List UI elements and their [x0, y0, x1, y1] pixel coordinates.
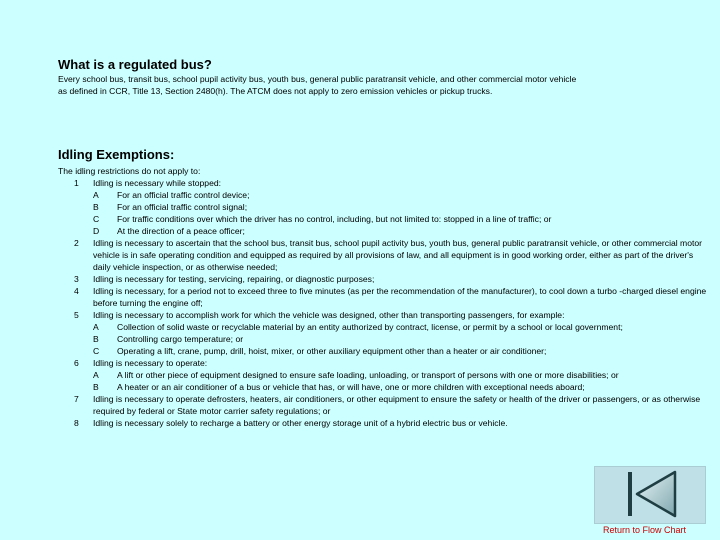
list-item [58, 285, 708, 309]
item-number: 4 [74, 286, 79, 296]
sub-text: Controlling cargo temperature; or [117, 334, 244, 344]
sub-letter: D [93, 226, 100, 236]
item-number: 3 [74, 274, 79, 284]
sub-letter: B [93, 202, 99, 212]
list-item [58, 417, 708, 429]
list-item [58, 393, 708, 417]
first-slide-button[interactable] [594, 466, 706, 524]
list-item [58, 237, 708, 273]
item-text: Idling is necessary to operate defrosters, heaters, air conditioners, or other equipment to ensure the safety or health of the driver or passengers, or as otherwise required by federal or State motor carrier safety regulations; or [93, 394, 701, 416]
item-text: Idling is necessary to operate: [93, 358, 208, 368]
sub-item [58, 201, 708, 213]
item-number: 6 [74, 358, 79, 368]
sub-letter: B [93, 334, 99, 344]
sub-item [58, 225, 708, 237]
sub-item [58, 333, 708, 345]
sub-letter: A [93, 190, 99, 200]
heading-regulated-bus: What is a regulated bus? [58, 57, 212, 72]
exemption-list [58, 165, 708, 429]
sub-text: For traffic conditions over which the driver has no control, including, but not limited to: stopped in a line of traffic; or [117, 214, 552, 224]
return-to-flow-chart-link[interactable]: Return to Flow Chart [603, 525, 687, 535]
item-text: Idling is necessary to accomplish work for which the vehicle was designed, other than transporting passengers, for example: [93, 310, 565, 320]
sub-item [58, 189, 708, 201]
item-text: Idling is necessary for testing, servicing, repairing, or diagnostic purposes; [93, 274, 375, 284]
item-number: 2 [74, 238, 79, 248]
sub-item [58, 213, 708, 225]
list-item [58, 309, 708, 321]
sub-text: A lift or other piece of equipment designed to ensure safe loading, unloading, or transport of persons with one or more disabilities; or [117, 370, 619, 380]
sub-text: A heater or an air conditioner of a bus or vehicle that has, or will have, one or more children with exceptional needs aboard; [117, 382, 585, 392]
sub-text: Operating a lift, crane, pump, drill, hoist, mixer, or other auxiliary equipment other than a heater or air conditioner; [117, 346, 547, 356]
list-item [58, 357, 708, 369]
sub-letter: B [93, 382, 99, 392]
sub-letter: C [93, 214, 100, 224]
sub-letter: A [93, 370, 99, 380]
skip-to-start-icon [595, 467, 705, 523]
sub-item [58, 345, 708, 357]
item-text: Idling is necessary solely to recharge a battery or other energy storage unit of a hybrid electric bus or vehicle. [93, 418, 508, 428]
sub-text: For an official traffic control device; [117, 190, 250, 200]
sub-text: For an official traffic control signal; [117, 202, 248, 212]
sub-letter: A [93, 322, 99, 332]
item-number: 1 [74, 178, 79, 188]
sub-text: At the direction of a peace officer; [117, 226, 245, 236]
item-text: Idling is necessary while stopped: [93, 178, 222, 188]
sub-item [58, 369, 708, 381]
sub-item [58, 321, 708, 333]
item-number: 7 [74, 394, 79, 404]
intro-paragraph: Every school bus, transit bus, school pupil activity bus, youth bus, general public paratransit vehicle, and other commercial motor vehicle as defined in CCR, Title 13, Section 2480(h). The ATCM does not apply to zero emission vehicles or pickup trucks. [58, 74, 577, 96]
item-text: Idling is necessary, for a period not to exceed three to five minutes (as per the recommendation of the manufacturer), to cool down a turbo -charged diesel engine before turning the engine off; [93, 286, 707, 308]
list-item [58, 177, 708, 189]
sub-item [58, 381, 708, 393]
item-text: Idling is necessary to ascertain that the school bus, transit bus, school pupil activity bus, youth bus, general public paratransit vehicle, or other commercial motor vehicle is in safe operating condition and equipped as required by all provisions of law, and all equipment is in good working order, either as part of the driver's daily vehicle inspection, or as otherwise needed; [93, 238, 703, 272]
list-item [58, 273, 708, 285]
sub-text: Collection of solid waste or recyclable material by an entity authorized by contract, license, or permit by a school or local government; [117, 322, 623, 332]
list-lead: The idling restrictions do not apply to: [58, 166, 201, 176]
sub-letter: C [93, 346, 100, 356]
item-number: 8 [74, 418, 79, 428]
heading-idling-exemptions: Idling Exemptions: [58, 147, 175, 162]
item-number: 5 [74, 310, 79, 320]
